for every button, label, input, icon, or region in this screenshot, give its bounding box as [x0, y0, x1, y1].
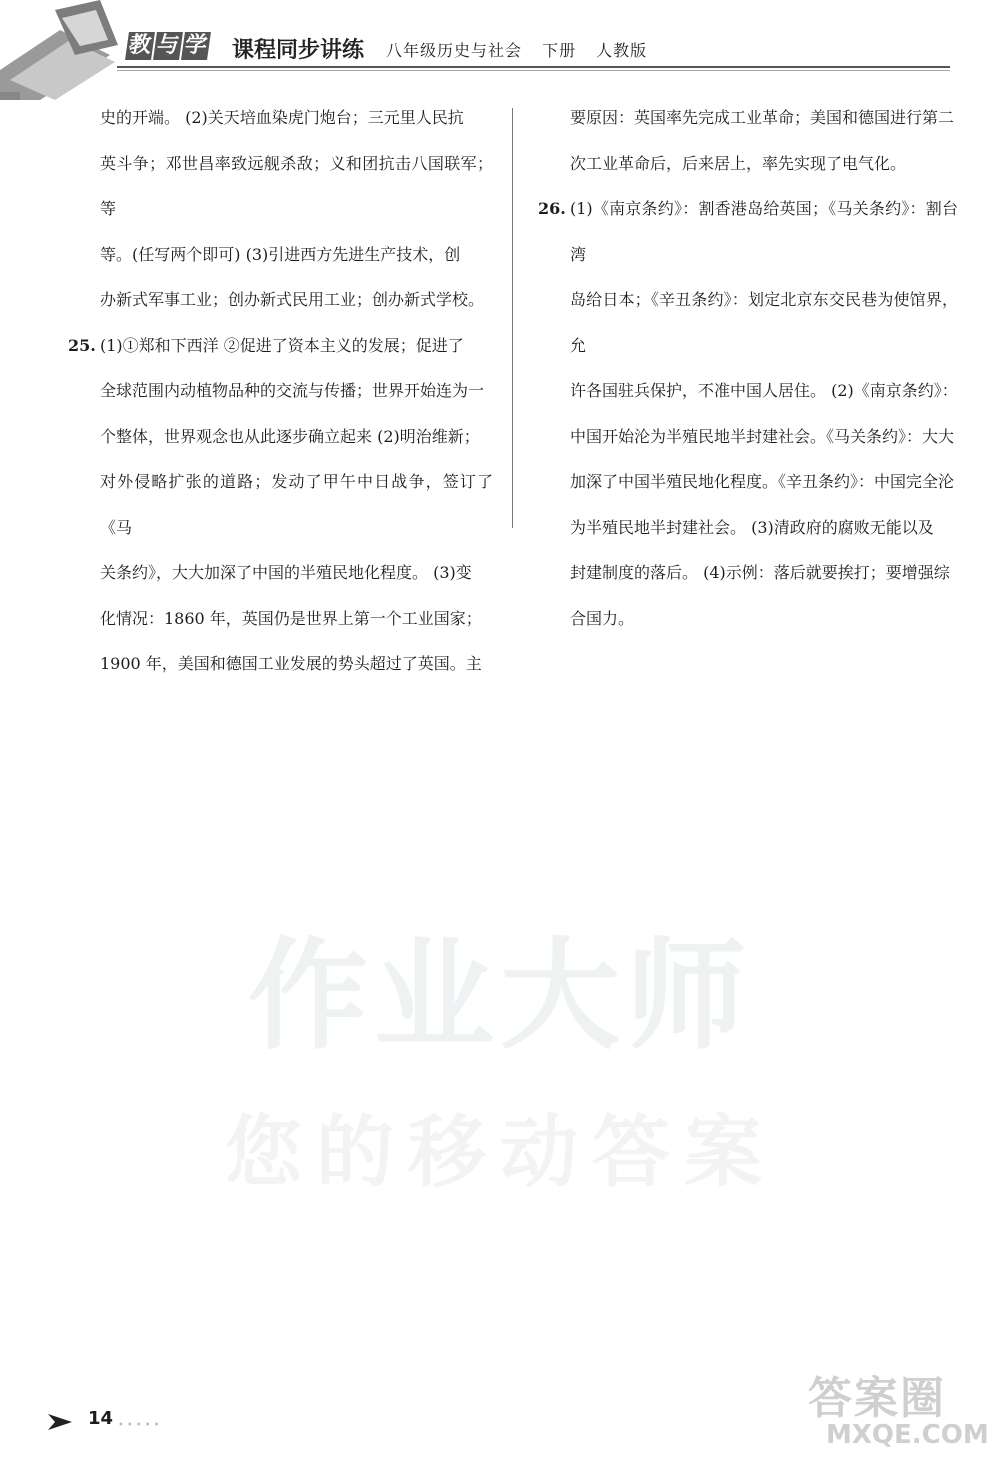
answer-25 — [68, 323, 493, 687]
answer-26 — [538, 186, 958, 641]
site-logo-url: MXQE.COM — [826, 1420, 989, 1450]
header-divider-thin — [117, 70, 950, 71]
text-line: 英斗争；邓世昌率致远舰杀敌；义和团抗击八国联军；等 — [100, 153, 493, 218]
page-header — [0, 0, 1000, 100]
text-line: 个整体，世界观念也从此逐步确立起来 (2)明治维新； — [100, 426, 480, 446]
text-line: 等。(任写两个即可) (3)引进西方先进生产技术，创 — [100, 244, 461, 264]
text-line: (1)《南京条约》：割香港岛给英国；《马关条约》：割台湾 — [570, 199, 958, 264]
text-line: 许各国驻兵保护，不准中国人居住。 (2)《南京条约》： — [570, 381, 958, 400]
brand-logo — [127, 32, 211, 60]
text-line: 中国开始沦为半殖民地半封建社会。《马关条约》：大大 — [570, 426, 955, 446]
footer-dots: ••••• — [118, 1420, 163, 1431]
text-line: 1900 年，美国和德国工业发展的势头超过了英国。主 — [100, 654, 482, 673]
text-line: 对外侵略扩张的道路；发动了甲午中日战争，签订了《马 — [100, 472, 493, 537]
question-number: 26. — [538, 199, 566, 218]
left-column — [68, 95, 493, 687]
arrow-icon — [46, 1412, 76, 1432]
text-line: 史的开端。 (2)关天培血染虎门炮台；三元里人民抗 — [100, 108, 464, 127]
brand-char: 教 — [125, 32, 155, 60]
page-number: 14 — [88, 1408, 114, 1429]
right-column — [538, 95, 958, 641]
text-line: 合国力。 — [570, 608, 635, 628]
answer-25-continuation — [538, 95, 958, 186]
brand-char: 学 — [181, 32, 211, 60]
book-info: 八年级历史与社会 下册 人教版 — [386, 41, 648, 60]
text-line: 全球范围内动植物品种的交流与传播；世界开始连为一 — [100, 381, 485, 400]
watermark-subtitle: 您的移动答案 — [223, 1108, 776, 1198]
text-line: 化情况：1860 年，英国仍是世界上第一个工业国家； — [100, 608, 482, 628]
text-line: (1)①郑和下西洋 ②促进了资本主义的发展；促进了 — [100, 335, 464, 355]
text-line: 次工业革命后，后来居上，率先实现了电气化。 — [570, 153, 907, 173]
text-line: 为半殖民地半封建社会。 (3)清政府的腐败无能以及 — [570, 517, 934, 537]
question-number: 25. — [68, 335, 96, 355]
text-line: 要原因：英国率先完成工业革命；美国和德国进行第二 — [570, 108, 955, 127]
site-logo-text: 答案圈 — [808, 1373, 946, 1424]
text-line: 加深了中国半殖民地化程度。《辛丑条约》：中国完全沦 — [570, 472, 955, 491]
watermark-title: 作业大师 — [248, 927, 752, 1066]
header-divider — [117, 66, 950, 68]
text-line: 岛给日本；《辛丑条约》：划定北京东交民巷为使馆界，允 — [570, 290, 958, 355]
text-line: 办新式军事工业；创办新式民用工业；创办新式学校。 — [100, 290, 485, 309]
text-line: 关条约》，大大加深了中国的半殖民地化程度。 (3)变 — [100, 563, 472, 582]
header-decoration-graphic — [0, 0, 130, 100]
column-divider — [512, 108, 513, 528]
series-title: 课程同步讲练 — [232, 38, 365, 63]
answer-continuation — [68, 95, 493, 323]
brand-char: 与 — [153, 32, 183, 60]
site-watermark-logo — [808, 1362, 989, 1454]
text-line: 封建制度的落后。 (4)示例：落后就要挨打；要增强综 — [570, 563, 950, 582]
